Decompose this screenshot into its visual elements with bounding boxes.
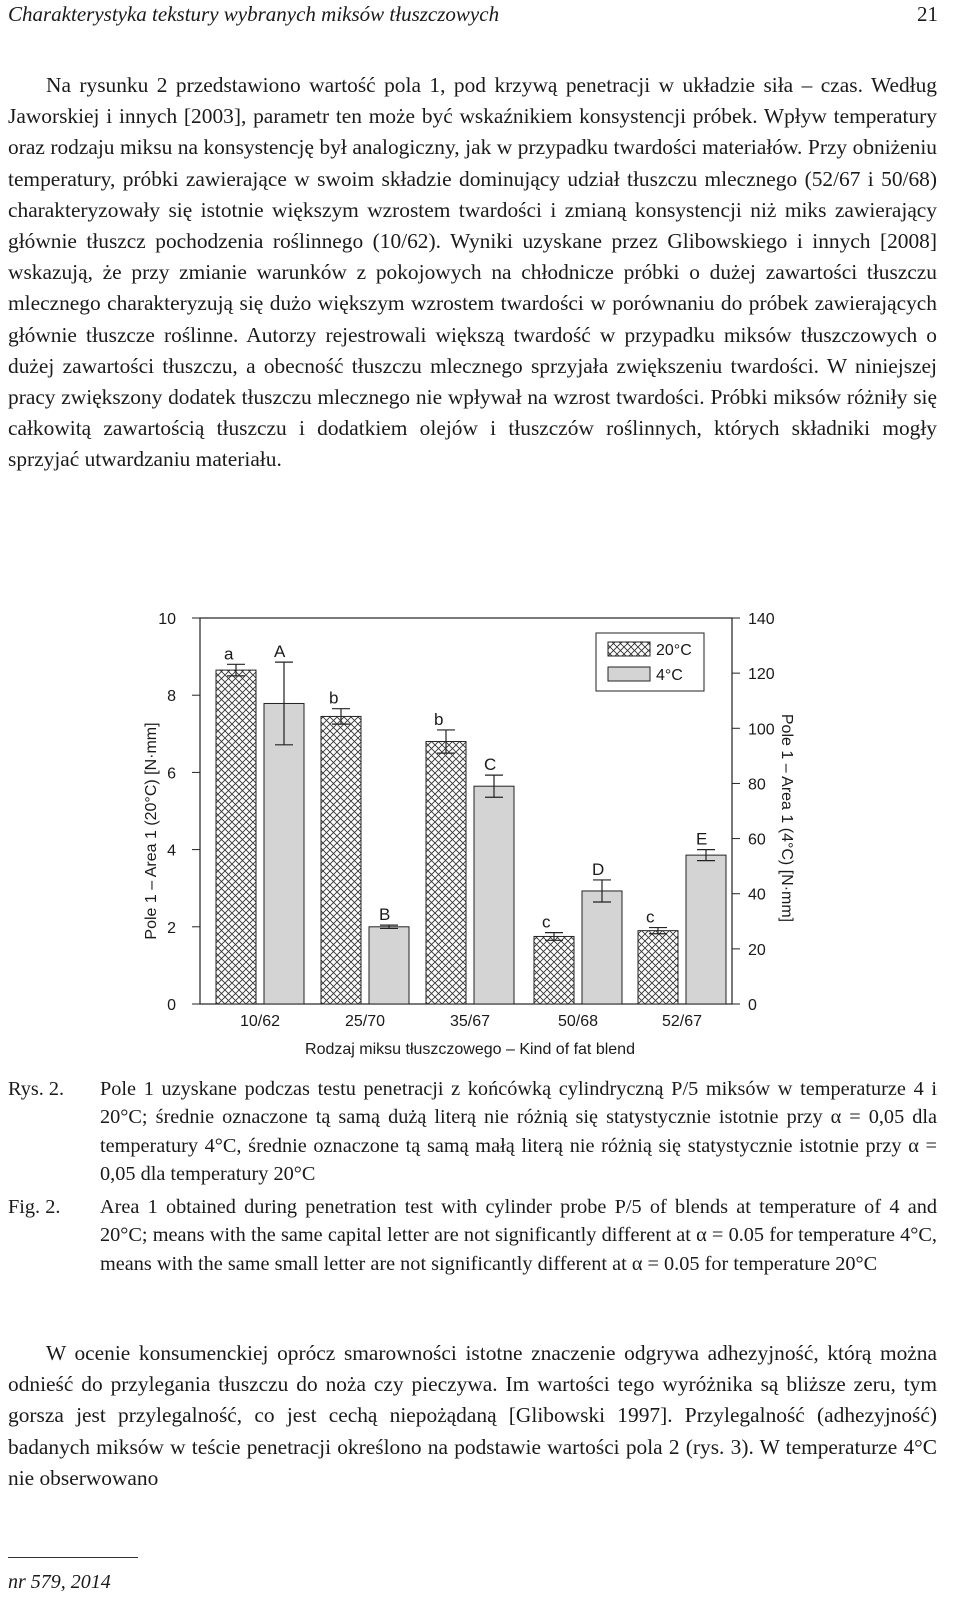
bar-20c: [321, 716, 361, 1004]
left-axis-tick-label: 6: [167, 765, 176, 783]
bar-20c: [216, 670, 256, 1004]
bar-4c: [582, 891, 622, 1004]
footer-issue: nr 579, 2014: [8, 1571, 111, 1593]
left-axis-tick-label: 0: [167, 997, 176, 1014]
significance-letter-4c: A: [274, 642, 286, 662]
bar-4c: [369, 927, 409, 1004]
significance-letter-20c: b: [329, 688, 339, 708]
body-paragraph-1: Na rysunku 2 przedstawiono wartość pola 1, pod krzywą penetracji w układzie siła – czas. Według Jaworskiej i innych [2003], parametr ten może być wskaźnikiem konsystencji próbek. Wpływ temperatury oraz rodzaju miksu na konsystencję był analogiczny, jak w przypadku twardości materiałów. Przy obniżeniu temperatury, próbki zawierające w swoim składzie dominujący udział tłuszczu mlecznego (52/67 i 50/68) charakteryzowały się istotnie większym wzrostem twardości i zmianą konsystencji niż miks zawierający głównie tłuszcz pochodzenia roślinnego (10/62). Wyniki uzyskane przez Glibowskiego i innych [2008] wskazują, że przy zmianie warunków z pokojowych na chłodnicze próbki o dużej zawartości tłuszczu mlecznego charakteryzują się dużo większym wzrostem twardości w porównaniu do próbek zawierających głównie tłuszcze roślinne. Autorzy rejestrowali większą twardość w przypadku miksów tłuszczowych o dużej zawartości tłuszczu, a obecność tłuszczu mlecznego sprzyjała zwiększeniu twardości. W niniejszej pracy zwiększony dodatek tłuszczu mlecznego nie wpływał na wzrost twardości. Próbki miksów różniły się całkowitą zawartością tłuszczu i dodatkiem olejów i tłuszczów roślinnych, których składniki mogły sprzyjać utwardzaniu materiału.: [8, 73, 937, 472]
legend-swatch-4c: [608, 667, 650, 681]
figure-2-chart: [120, 598, 820, 1068]
left-axis-tick-label: 8: [167, 688, 176, 706]
right-axis-tick-label: 0: [748, 997, 757, 1014]
caption-text-pl: Pole 1 uzyskane podczas testu penetracji z końcówką cylindryczną P/5 miksów w temperaturze 4 i 20°C; średnie oznaczone tą samą dużą literą nie różnią się statystycznie istotnie przy α = 0,05 dla temperatury 4°C, średnie oznaczone tą samą małą literą nie różnią się statystycznie istotnie przy α = 0,05 dla temperatury 20°C: [100, 1078, 937, 1186]
category-label: 10/62: [239, 1013, 281, 1030]
body-paragraph-2: W ocenie konsumenckiej oprócz smarowności istotne znaczenie odgrywa adhezyjność, którą można odnieść do przylegania tłuszczu do noża czy pieczywa. Im wartości tego wyróżnika są bliższe zeru, tym gorsza jest przylegalność, co jest cechą niepożądaną [Glibowski 1997]. Przylegalność (adhezyjność) badanych miksów w teście penetracji określono na podstawie wartości pola 2 (rys. 3). W temperaturze 4°C nie obserwowano: [8, 1341, 937, 1490]
x-axis-title: Rodzaj miksu tłuszczowego – Kind of fat blend: [305, 1041, 635, 1058]
right-axis-title: Pole 1 – Area 1 (4°C) [N·mm]: [778, 713, 795, 923]
bar-20c: [534, 936, 574, 1004]
significance-letter-20c: c: [646, 907, 655, 927]
left-axis-tick-label: 4: [167, 842, 176, 860]
right-axis-tick-label: 40: [748, 886, 766, 904]
bar-4c: [686, 855, 726, 1004]
significance-letter-20c: b: [434, 709, 444, 729]
caption-label-en: Fig. 2.: [8, 1196, 61, 1218]
significance-letter-4c: D: [592, 859, 605, 879]
significance-letter-4c: E: [696, 829, 708, 849]
page-number: 21: [917, 2, 938, 26]
left-axis-tick-label: 2: [167, 919, 176, 937]
caption-label-pl: Rys. 2.: [8, 1078, 65, 1100]
category-label: 35/67: [449, 1013, 491, 1030]
significance-letter-20c: a: [224, 644, 234, 664]
significance-letter-4c: C: [484, 755, 497, 775]
caption-text-en: Area 1 obtained during penetration test with cylinder probe P/5 of blends at temperature of 4 and 20°C; means with the same capital letter are not significantly different at α = 0.05 for temperature 4°C, means with the same small letter are not significantly different at α = 0.05 for temperature 20°C: [100, 1196, 937, 1275]
right-axis-tick-label: 60: [748, 831, 766, 849]
significance-letter-4c: B: [379, 905, 391, 925]
left-axis-tick-label: 10: [158, 611, 176, 628]
legend-label-4c: 4°C: [656, 667, 683, 684]
footer-rule: [8, 1557, 138, 1558]
right-axis-tick-label: 120: [748, 666, 775, 684]
bar-20c: [426, 742, 466, 1004]
left-axis-title: Pole 1 – Area 1 (20°C) [N·mm]: [143, 722, 160, 940]
bar-20c: [638, 931, 678, 1004]
significance-letter-20c: c: [542, 912, 551, 932]
legend-swatch-20c: [608, 642, 650, 656]
right-axis-tick-label: 100: [748, 721, 775, 739]
bar-4c: [264, 703, 304, 1004]
category-label: 25/70: [344, 1013, 386, 1030]
category-label: 50/68: [557, 1013, 599, 1030]
category-label: 52/67: [661, 1013, 703, 1030]
legend-label-20c: 20°C: [656, 642, 692, 659]
running-header-title: Charakterystyka tekstury wybranych miksów tłuszczowych: [8, 2, 500, 26]
bar-4c: [474, 786, 514, 1004]
right-axis-tick-label: 20: [748, 941, 766, 959]
right-axis-tick-label: 80: [748, 776, 766, 794]
right-axis-tick-label: 140: [748, 611, 775, 628]
bar-chart-svg: [120, 598, 820, 1068]
